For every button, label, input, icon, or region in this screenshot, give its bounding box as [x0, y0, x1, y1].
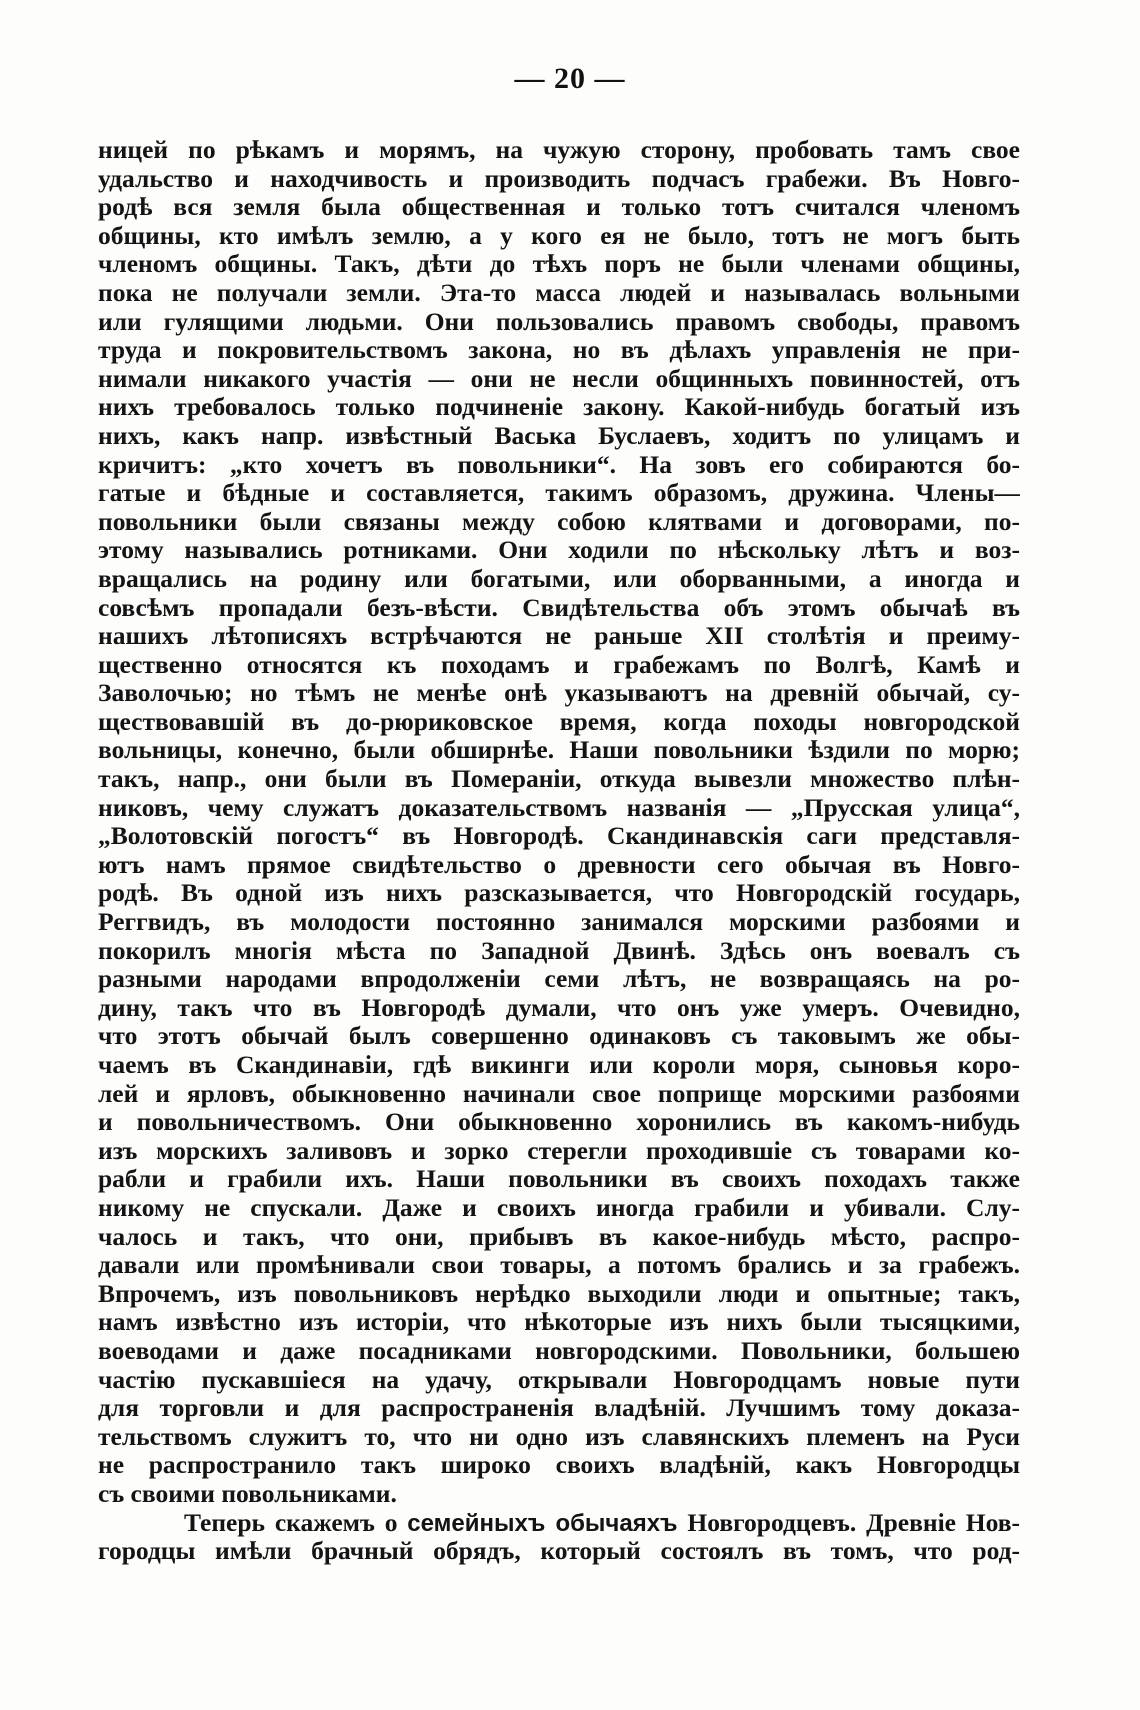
text-line: чалось и такъ, что они, прибывъ въ какое-нибудь мѣсто, распро-: [98, 1222, 1020, 1251]
paragraph-2: [98, 1509, 1020, 1566]
text-line: повольники были связаны между собою клятвами и договорами, по-: [98, 507, 1020, 536]
text-line: такъ, напр., они были въ Помераніи, откуда вывезли множество плѣн-: [98, 765, 1020, 794]
text-line: нихъ требовалось только подчиненіе закону. Какой-нибудь богатый изъ: [98, 393, 1020, 422]
text-line: этому назывались ротниками. Они ходили по нѣскольку лѣтъ и воз-: [98, 536, 1020, 565]
text-line: покорилъ многія мѣста по Западной Двинѣ. Здѣсь онъ воевалъ съ: [98, 936, 1020, 965]
text-line: Реггвидъ, въ молодости постоянно занимался морскими разбоями и: [98, 908, 1020, 937]
text-line: общины, кто имѣлъ землю, а у кого ея не было, тотъ не могъ быть: [98, 221, 1020, 250]
emphasized-text: семейныхъ обычаяхъ: [407, 1509, 678, 1537]
text-run: Теперь скажемъ о: [184, 1508, 408, 1537]
text-line: нимали никакого участія — они не несли общинныхъ повинностей, отъ: [98, 364, 1020, 393]
text-line: намъ извѣстно изъ исторіи, что нѣкоторые изъ нихъ были тысяцкими,: [98, 1308, 1020, 1337]
text-line: дину, такъ что въ Новгородѣ думали, что онъ уже умеръ. Очевидно,: [98, 993, 1020, 1022]
text-line: вращались на родину или богатыми, или оборванными, а иногда и: [98, 564, 1020, 593]
text-line: съ своими повольниками.: [98, 1479, 397, 1508]
text-line: воеводами и даже посадниками новгородскими. Повольники, большею: [98, 1336, 1020, 1365]
body-text: [98, 136, 1020, 1566]
text-line: рабли и грабили ихъ. Наши повольники въ своихъ походахъ также: [98, 1165, 1020, 1194]
text-run: Новгородцевъ. Древніе Нов-: [677, 1508, 1020, 1537]
text-line: или гулящими людьми. Они пользовались правомъ свободы, правомъ: [98, 307, 1020, 336]
text-line: изъ морскихъ заливовъ и зорко стерегли проходившіе съ товарами ко-: [98, 1136, 1020, 1165]
text-line: ницей по рѣкамъ и морямъ, на чужую сторону, пробовать тамъ свое: [98, 136, 1020, 164]
text-line: нихъ, какъ напр. извѣстный Васька Буслаевъ, ходитъ по улицамъ и: [98, 421, 1020, 450]
text-line: [98, 1509, 1020, 1538]
text-line: никовъ, чему служатъ доказательствомъ названія — „Прусская улица“,: [98, 793, 1020, 822]
text-line: давали или промѣнивали свои товары, а потомъ брались и за грабежъ.: [98, 1251, 1020, 1280]
text-line: родѣ вся земля была общественная и только тотъ считался членомъ: [98, 193, 1020, 222]
text-line: чаемъ въ Скандинавіи, гдѣ викинги или короли моря, сыновья коро-: [98, 1051, 1020, 1079]
text-line: кричитъ: „кто хочетъ въ повольники“. На зовъ его собираются бо-: [98, 450, 1020, 479]
text-line: родѣ. Въ одной изъ нихъ разсказывается, что Новгородскій государь,: [98, 879, 1020, 908]
page-number: — 20 —: [514, 62, 626, 95]
text-line: вольницы, конечно, были обширнѣе. Наши повольники ѣздили по морю;: [98, 736, 1020, 765]
text-line: щественно относятся къ походамъ и грабежамъ по Волгѣ, Камѣ и: [98, 650, 1020, 679]
text-line: труда и покровительствомъ закона, но въ дѣлахъ управленія не при-: [98, 336, 1020, 365]
text-line: никому не спускали. Даже и своихъ иногда грабили и убивали. Слу-: [98, 1193, 1020, 1222]
text-line: совсѣмъ пропадали безъ-вѣсти. Свидѣтельства объ этомъ обычаѣ въ: [98, 593, 1020, 622]
text-line: частію пускавшіеся на удачу, открывали Новгородцамъ новые пути: [98, 1365, 1020, 1394]
text-line: и повольничествомъ. Они обыкновенно хоронились въ какомъ-нибудь: [98, 1108, 1020, 1137]
text-line: Впрочемъ, изъ повольниковъ нерѣдко выходили люди и опытные; такъ,: [98, 1279, 1020, 1308]
text-line: нашихъ лѣтописяхъ встрѣчаются не раньше XII столѣтія и преиму-: [98, 622, 1020, 651]
text-line: городцы имѣли брачный обрядъ, который состоялъ въ томъ, что род-: [98, 1537, 1020, 1566]
text-line: ществовавшій въ до-рюриковское время, когда походы новгородской: [98, 707, 1020, 736]
text-line: не распространило такъ широко своихъ владѣній, какъ Новгородцы: [98, 1451, 1020, 1480]
text-line: что этотъ обычай былъ совершенно одинаковъ съ таковымъ же обы-: [98, 1022, 1020, 1051]
text-line: гатые и бѣдные и составляется, такимъ образомъ, дружина. Члены—: [98, 479, 1020, 508]
paragraph-1: [98, 136, 1020, 1509]
text-line: Заволочью; но тѣмъ не менѣе онѣ указываютъ на древній обычай, су-: [98, 679, 1020, 708]
text-line: разными народами впродолженіи семи лѣтъ, не возвращаясь на ро-: [98, 965, 1020, 994]
text-line: членомъ общины. Такъ, дѣти до тѣхъ поръ не были членами общины,: [98, 250, 1020, 279]
text-line: ютъ намъ прямое свидѣтельство о древности сего обычая въ Новго-: [98, 850, 1020, 879]
text-line: лей и ярловъ, обыкновенно начинали свое поприще морскими разбоями: [98, 1079, 1020, 1108]
text-line: „Волотовскій погостъ“ въ Новгородѣ. Скандинавскія саги представля-: [98, 822, 1020, 851]
text-line: для торговли и для распространенія владѣній. Лучшимъ тому доказа-: [98, 1394, 1020, 1423]
text-line: удальство и находчивость и производить подчасъ грабежи. Въ Новго-: [98, 164, 1020, 193]
text-line: пока не получали земли. Эта-то масса людей и называлась вольными: [98, 278, 1020, 307]
text-line: тельствомъ служитъ то, что ни одно изъ славянскихъ племенъ на Руси: [98, 1422, 1020, 1451]
